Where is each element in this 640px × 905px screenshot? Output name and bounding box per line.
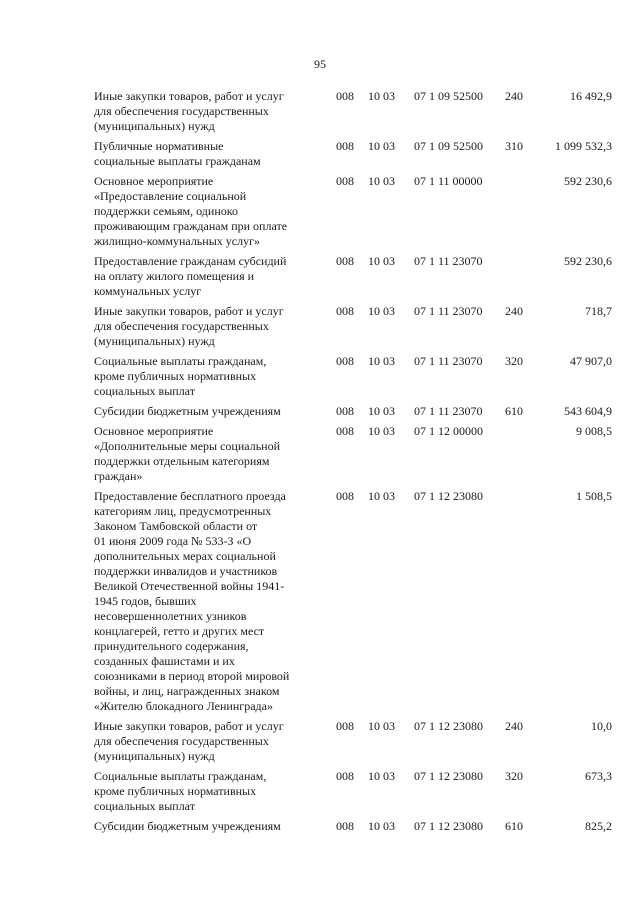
row-name: Предоставление гражданам субсидий на оплату жилого помещения и коммунальных услуг xyxy=(94,254,287,298)
table-row xyxy=(0,174,640,249)
expense-kind-code: 610 xyxy=(505,404,523,418)
amount: 592 230,6 xyxy=(564,174,612,188)
amount: 673,3 xyxy=(585,769,612,783)
program-code: 07 1 11 00000 xyxy=(414,174,483,188)
program-code: 07 1 12 23080 xyxy=(414,819,483,833)
amount: 1 508,5 xyxy=(576,489,612,503)
table-row xyxy=(0,304,640,349)
table-row xyxy=(0,489,640,714)
table-row xyxy=(0,139,640,169)
row-name: Иные закупки товаров, работ и услуг для обеспечения государственных (муниципальных) нужд xyxy=(94,89,284,133)
program-code: 07 1 09 52500 xyxy=(414,89,483,103)
program-code: 07 1 12 23080 xyxy=(414,769,483,783)
table-row xyxy=(0,254,640,299)
ministry-code: 008 xyxy=(336,719,354,733)
section-code: 10 03 xyxy=(368,354,395,368)
ministry-code: 008 xyxy=(336,304,354,318)
table-row xyxy=(0,404,640,419)
row-name: Основное мероприятие «Дополнительные меры социальной поддержки отдельным категориям граждан» xyxy=(94,424,281,483)
section-code: 10 03 xyxy=(368,304,395,318)
expense-kind-code: 240 xyxy=(505,719,523,733)
section-code: 10 03 xyxy=(368,139,395,153)
section-code: 10 03 xyxy=(368,489,395,503)
row-name: Социальные выплаты гражданам, кроме публичных нормативных социальных выплат xyxy=(94,354,267,398)
program-code: 07 1 11 23070 xyxy=(414,354,483,368)
ministry-code: 008 xyxy=(336,769,354,783)
table-row xyxy=(0,769,640,814)
row-name: Субсидии бюджетным учреждениям xyxy=(94,404,281,418)
amount: 718,7 xyxy=(585,304,612,318)
ministry-code: 008 xyxy=(336,254,354,268)
section-code: 10 03 xyxy=(368,174,395,188)
expense-kind-code: 240 xyxy=(505,304,523,318)
amount: 592 230,6 xyxy=(564,254,612,268)
amount: 47 907,0 xyxy=(570,354,612,368)
table-row xyxy=(0,89,640,134)
section-code: 10 03 xyxy=(368,254,395,268)
ministry-code: 008 xyxy=(336,424,354,438)
amount: 16 492,9 xyxy=(570,89,612,103)
program-code: 07 1 11 23070 xyxy=(414,304,483,318)
program-code: 07 1 12 23080 xyxy=(414,719,483,733)
expense-kind-code: 240 xyxy=(505,89,523,103)
amount: 10,0 xyxy=(591,719,612,733)
program-code: 07 1 11 23070 xyxy=(414,254,483,268)
section-code: 10 03 xyxy=(368,89,395,103)
expense-kind-code: 310 xyxy=(505,139,523,153)
ministry-code: 008 xyxy=(336,819,354,833)
section-code: 10 03 xyxy=(368,404,395,418)
program-code: 07 1 12 00000 xyxy=(414,424,483,438)
section-code: 10 03 xyxy=(368,819,395,833)
section-code: 10 03 xyxy=(368,719,395,733)
expense-kind-code: 320 xyxy=(505,769,523,783)
section-code: 10 03 xyxy=(368,769,395,783)
ministry-code: 008 xyxy=(336,404,354,418)
table-row xyxy=(0,819,640,834)
amount: 543 604,9 xyxy=(564,404,612,418)
amount: 1 099 532,3 xyxy=(555,139,612,153)
row-name: Основное мероприятие «Предоставление социальной поддержки семьям, одиноко проживающим гражданам при оплате жилищно-коммунальных услуг» xyxy=(94,174,288,248)
row-name: Иные закупки товаров, работ и услуг для обеспечения государственных (муниципальных) нужд xyxy=(94,304,284,348)
row-name: Социальные выплаты гражданам, кроме публичных нормативных социальных выплат xyxy=(94,769,267,813)
program-code: 07 1 12 23080 xyxy=(414,489,483,503)
ministry-code: 008 xyxy=(336,89,354,103)
table-row xyxy=(0,424,640,484)
expense-kind-code: 320 xyxy=(505,354,523,368)
table-row xyxy=(0,719,640,764)
amount: 825,2 xyxy=(585,819,612,833)
page-number: 95 xyxy=(314,57,326,71)
table-row xyxy=(0,354,640,399)
ministry-code: 008 xyxy=(336,174,354,188)
amount: 9 008,5 xyxy=(576,424,612,438)
program-code: 07 1 11 23070 xyxy=(414,404,483,418)
ministry-code: 008 xyxy=(336,139,354,153)
row-name: Предоставление бесплатного проезда категориям лиц, предусмотренных Законом Тамбовской области от 01 июня 2009 года № 533-З «О дополнительных мерах социальной поддержки инвалидов и участников Великой Отечественной войны 1941- 1945 годов, бывших несовершеннолетних узников концлагерей, гетто и других мест принудительного содержания, созданных фашистами и их союзниками в период второй мировой войны, и лиц, награжденных знаком «Жителю блокадного Ленинграда» xyxy=(94,489,290,713)
program-code: 07 1 09 52500 xyxy=(414,139,483,153)
expense-kind-code: 610 xyxy=(505,819,523,833)
row-name: Публичные нормативные социальные выплаты гражданам xyxy=(94,139,261,168)
row-name: Субсидии бюджетным учреждениям xyxy=(94,819,281,833)
ministry-code: 008 xyxy=(336,354,354,368)
row-name: Иные закупки товаров, работ и услуг для обеспечения государственных (муниципальных) нужд xyxy=(94,719,284,763)
ministry-code: 008 xyxy=(336,489,354,503)
budget-table xyxy=(0,89,640,839)
section-code: 10 03 xyxy=(368,424,395,438)
